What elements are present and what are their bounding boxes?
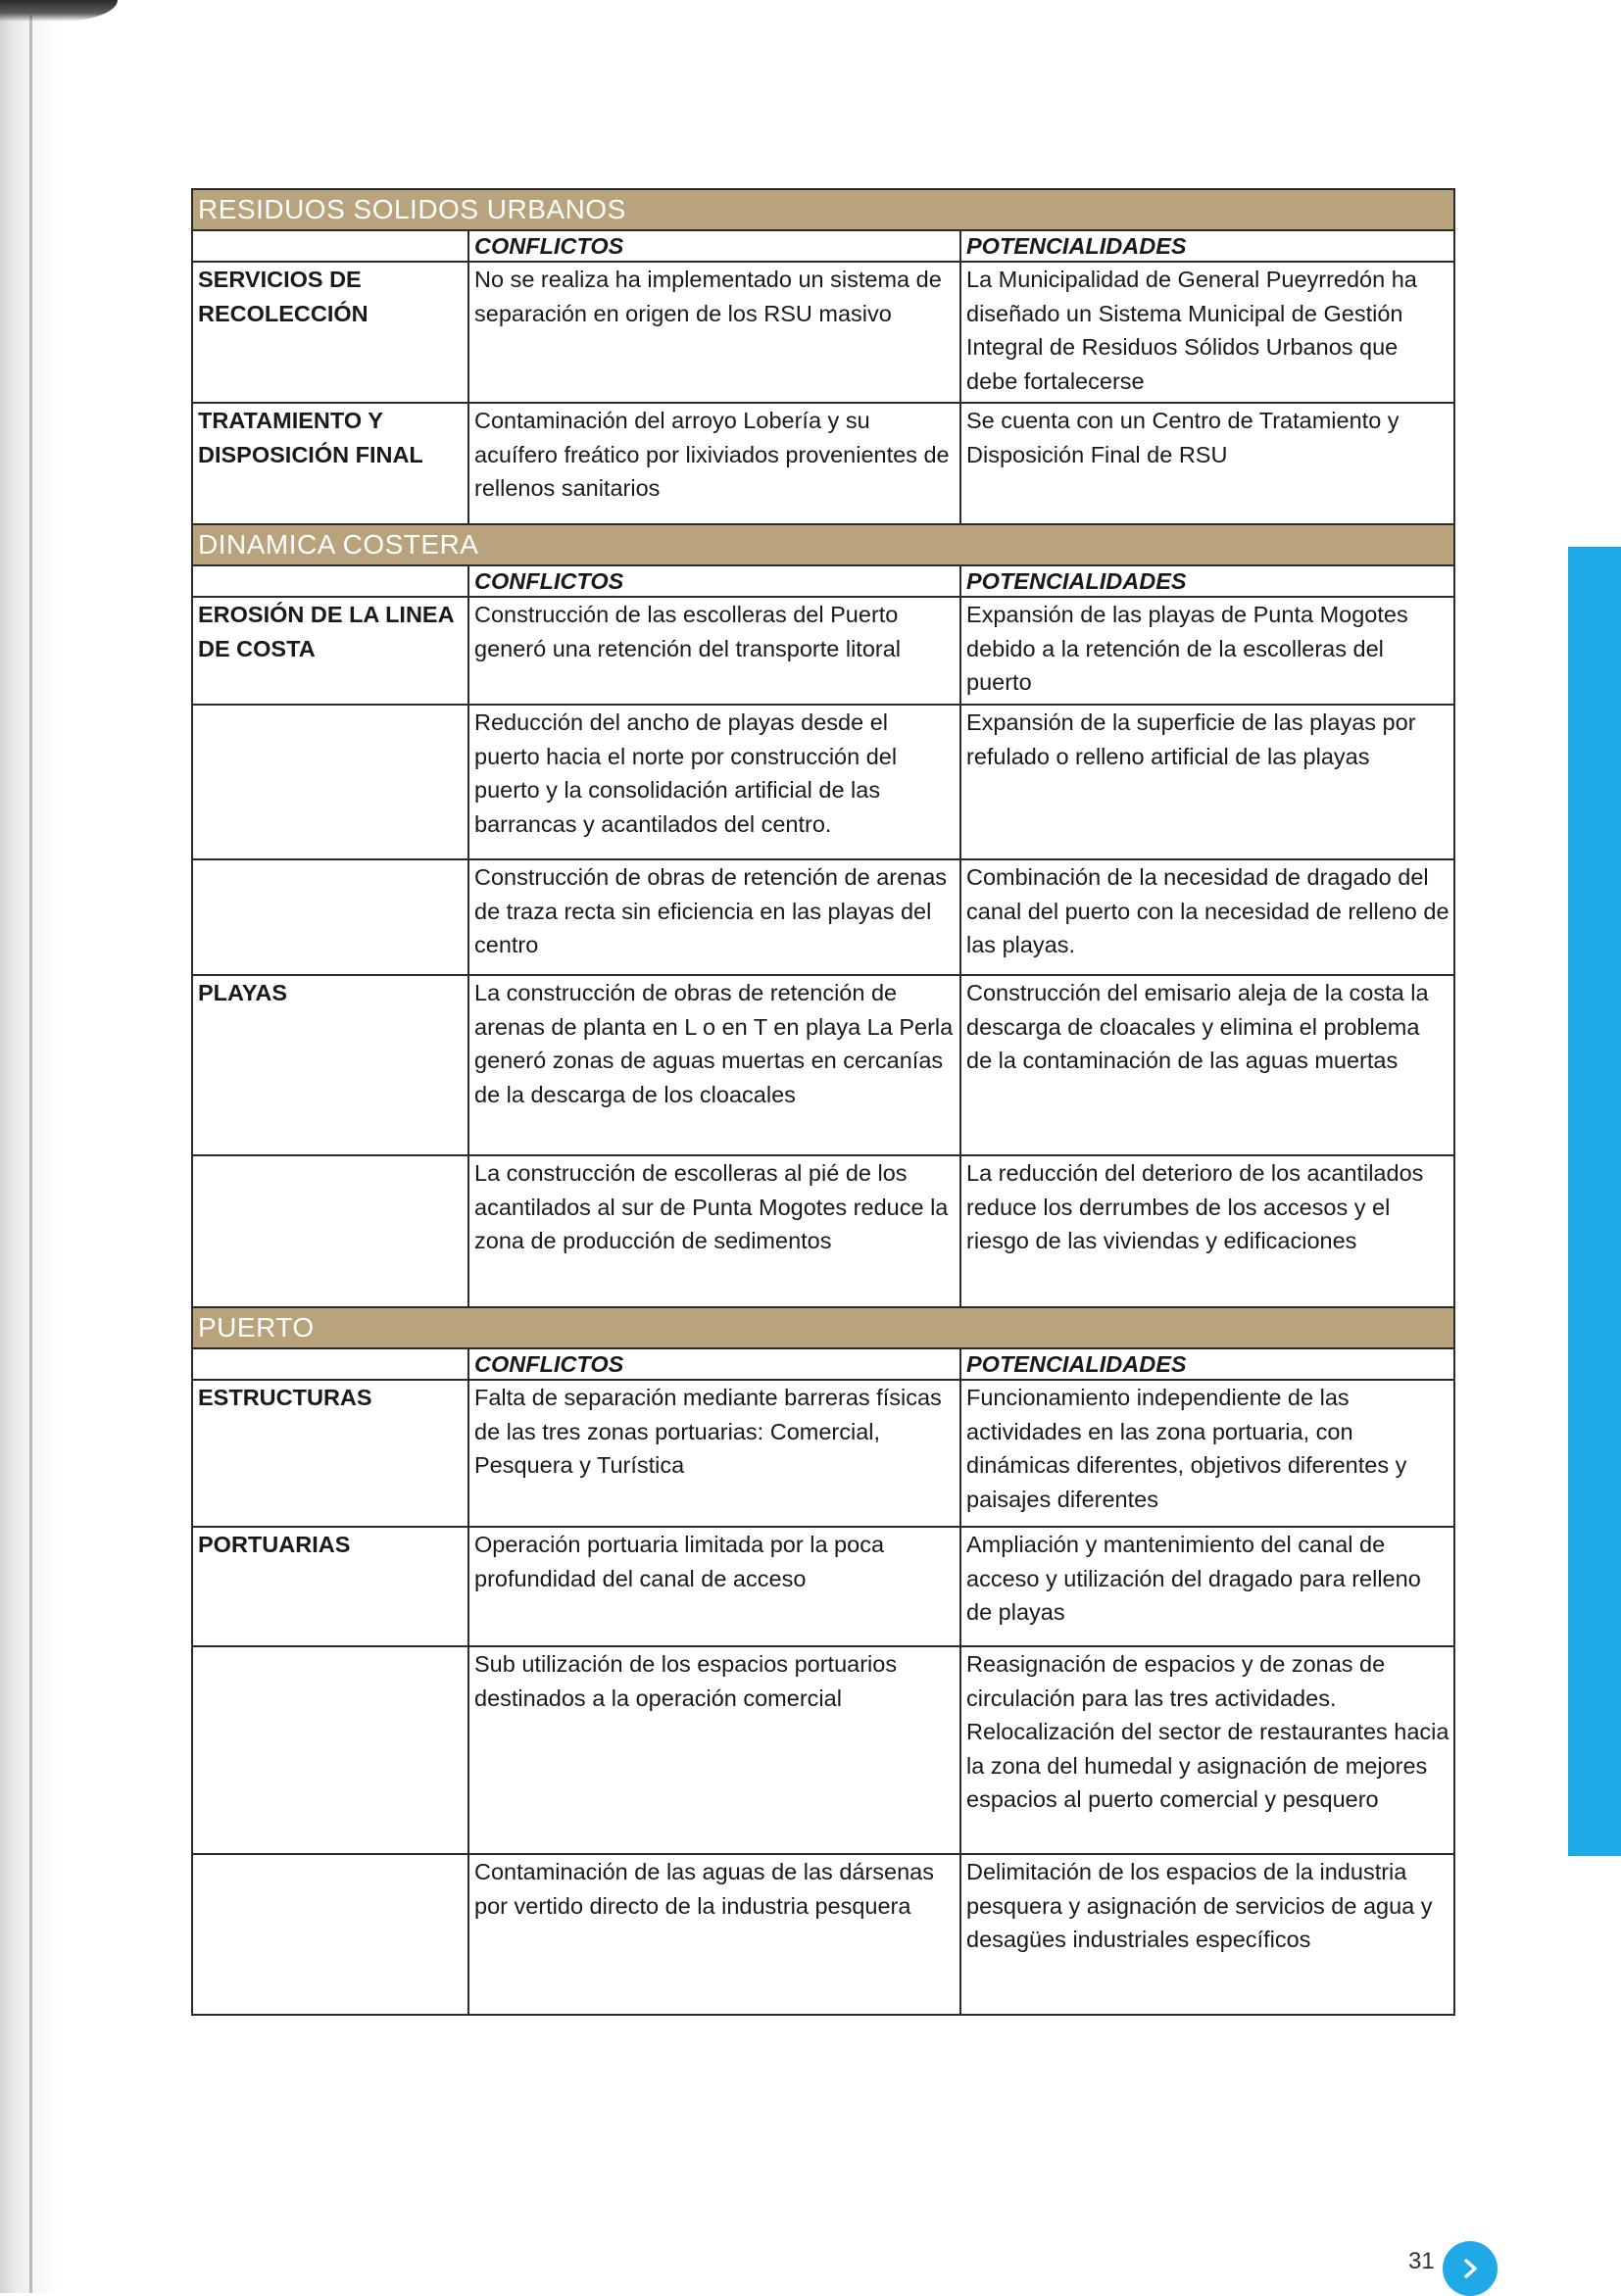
row-conflict: La construcción de obras de retención de arenas de planta en L o en T en playa La Perla generó zonas de aguas muertas en cercanías de la descarga de los cloacales <box>468 975 960 1155</box>
row-potential: Construcción del emisario aleja de la costa la descarga de cloacales y elimina el problema de la contaminación de las aguas muertas <box>960 975 1454 1155</box>
row-potential: Combinación de la necesidad de dragado del canal del puerto con la necesidad de relleno de las playas. <box>960 859 1454 975</box>
column-header-empty <box>192 1348 468 1380</box>
row-potential: La reducción del deterioro de los acantilados reduce los derrumbes de los accesos y el riesgo de las viviendas y edificaciones <box>960 1155 1454 1307</box>
row-conflict: No se realiza ha implementado un sistema de separación en origen de los RSU masivo <box>468 262 960 403</box>
column-header-potencialidades: POTENCIALIDADES <box>960 1348 1454 1380</box>
section-title: PUERTO <box>192 1307 1454 1348</box>
section-header-row <box>192 189 1454 230</box>
table-row <box>192 262 1454 403</box>
column-header-empty <box>192 230 468 262</box>
chevron-right-icon <box>1458 2257 1482 2280</box>
row-category: PLAYAS <box>192 975 468 1155</box>
row-conflict: Sub utilización de los espacios portuarios destinados a la operación comercial <box>468 1646 960 1854</box>
conflicts-potentials-table <box>191 188 1455 2016</box>
row-category: TRATAMIENTO Y DISPOSICIÓN FINAL <box>192 403 468 524</box>
table-row <box>192 859 1454 975</box>
row-conflict: Reducción del ancho de playas desde el puerto hacia el norte por construcción del puerto y la consolidación artificial de las barrancas y acantilados del centro. <box>468 705 960 859</box>
table-row <box>192 975 1454 1155</box>
row-potential: Funcionamiento independiente de las actividades en las zona portuaria, con dinámicas diferentes, objetivos diferentes y paisajes diferentes <box>960 1380 1454 1527</box>
column-header-row <box>192 1348 1454 1380</box>
row-category <box>192 705 468 859</box>
row-category: ESTRUCTURAS <box>192 1380 468 1527</box>
row-conflict: Construcción de obras de retención de arenas de traza recta sin eficiencia en las playas del centro <box>468 859 960 975</box>
row-potential: Reasignación de espacios y de zonas de circulación para las tres actividades. Relocalización del sector de restaurantes hacia la zona del humedal y asignación de mejores espacios al puerto comercial y pesquero <box>960 1646 1454 1854</box>
section-title: RESIDUOS SOLIDOS URBANOS <box>192 189 1454 230</box>
column-header-empty <box>192 565 468 597</box>
row-conflict: Falta de separación mediante barreras físicas de las tres zonas portuarias: Comercial, Pesquera y Turística <box>468 1380 960 1527</box>
page-corner <box>0 0 118 22</box>
table-row <box>192 1155 1454 1307</box>
table-row <box>192 597 1454 705</box>
column-header-conflictos: CONFLICTOS <box>468 565 960 597</box>
table-row <box>192 1527 1454 1646</box>
row-conflict: Construcción de las escolleras del Puerto generó una retención del transporte litoral <box>468 597 960 705</box>
page-binding-line <box>29 0 32 2293</box>
column-header-row <box>192 230 1454 262</box>
column-header-conflictos: CONFLICTOS <box>468 1348 960 1380</box>
row-category <box>192 859 468 975</box>
row-category: PORTUARIAS <box>192 1527 468 1646</box>
table-row <box>192 1646 1454 1854</box>
row-category <box>192 1155 468 1307</box>
row-potential: Expansión de las playas de Punta Mogotes debido a la retención de la escolleras del puerto <box>960 597 1454 705</box>
table-row <box>192 403 1454 524</box>
table-row <box>192 1854 1454 2015</box>
row-conflict: La construcción de escolleras al pié de los acantilados al sur de Punta Mogotes reduce la zona de producción de sedimentos <box>468 1155 960 1307</box>
column-header-potencialidades: POTENCIALIDADES <box>960 565 1454 597</box>
table-row <box>192 1380 1454 1527</box>
row-category <box>192 1646 468 1854</box>
row-potential: Delimitación de los espacios de la industria pesquera y asignación de servicios de agua y desagües industriales específicos <box>960 1854 1454 2015</box>
column-header-conflictos: CONFLICTOS <box>468 230 960 262</box>
row-category: SERVICIOS DE RECOLECCIÓN <box>192 262 468 403</box>
row-conflict: Contaminación de las aguas de las dársenas por vertido directo de la industria pesquera <box>468 1854 960 2015</box>
next-page-button[interactable] <box>1443 2241 1498 2296</box>
side-tab-marker <box>1568 547 1621 1856</box>
column-header-potencialidades: POTENCIALIDADES <box>960 230 1454 262</box>
row-category: EROSIÓN DE LA LINEA DE COSTA <box>192 597 468 705</box>
row-potential: Se cuenta con un Centro de Tratamiento y Disposición Final de RSU <box>960 403 1454 524</box>
section-header-row <box>192 524 1454 565</box>
table-row <box>192 705 1454 859</box>
row-conflict: Operación portuaria limitada por la poca profundidad del canal de acceso <box>468 1527 960 1646</box>
section-header-row <box>192 1307 1454 1348</box>
row-potential: Ampliación y mantenimiento del canal de acceso y utilización del dragado para relleno de playas <box>960 1527 1454 1646</box>
row-category <box>192 1854 468 2015</box>
page-number: 31 <box>1408 2248 1435 2274</box>
row-potential: La Municipalidad de General Pueyrredón ha diseñado un Sistema Municipal de Gestión Integral de Residuos Sólidos Urbanos que debe fortalecerse <box>960 262 1454 403</box>
section-title: DINAMICA COSTERA <box>192 524 1454 565</box>
column-header-row <box>192 565 1454 597</box>
row-conflict: Contaminación del arroyo Lobería y su acuífero freático por lixiviados provenientes de rellenos sanitarios <box>468 403 960 524</box>
row-potential: Expansión de la superficie de las playas por refulado o relleno artificial de las playas <box>960 705 1454 859</box>
